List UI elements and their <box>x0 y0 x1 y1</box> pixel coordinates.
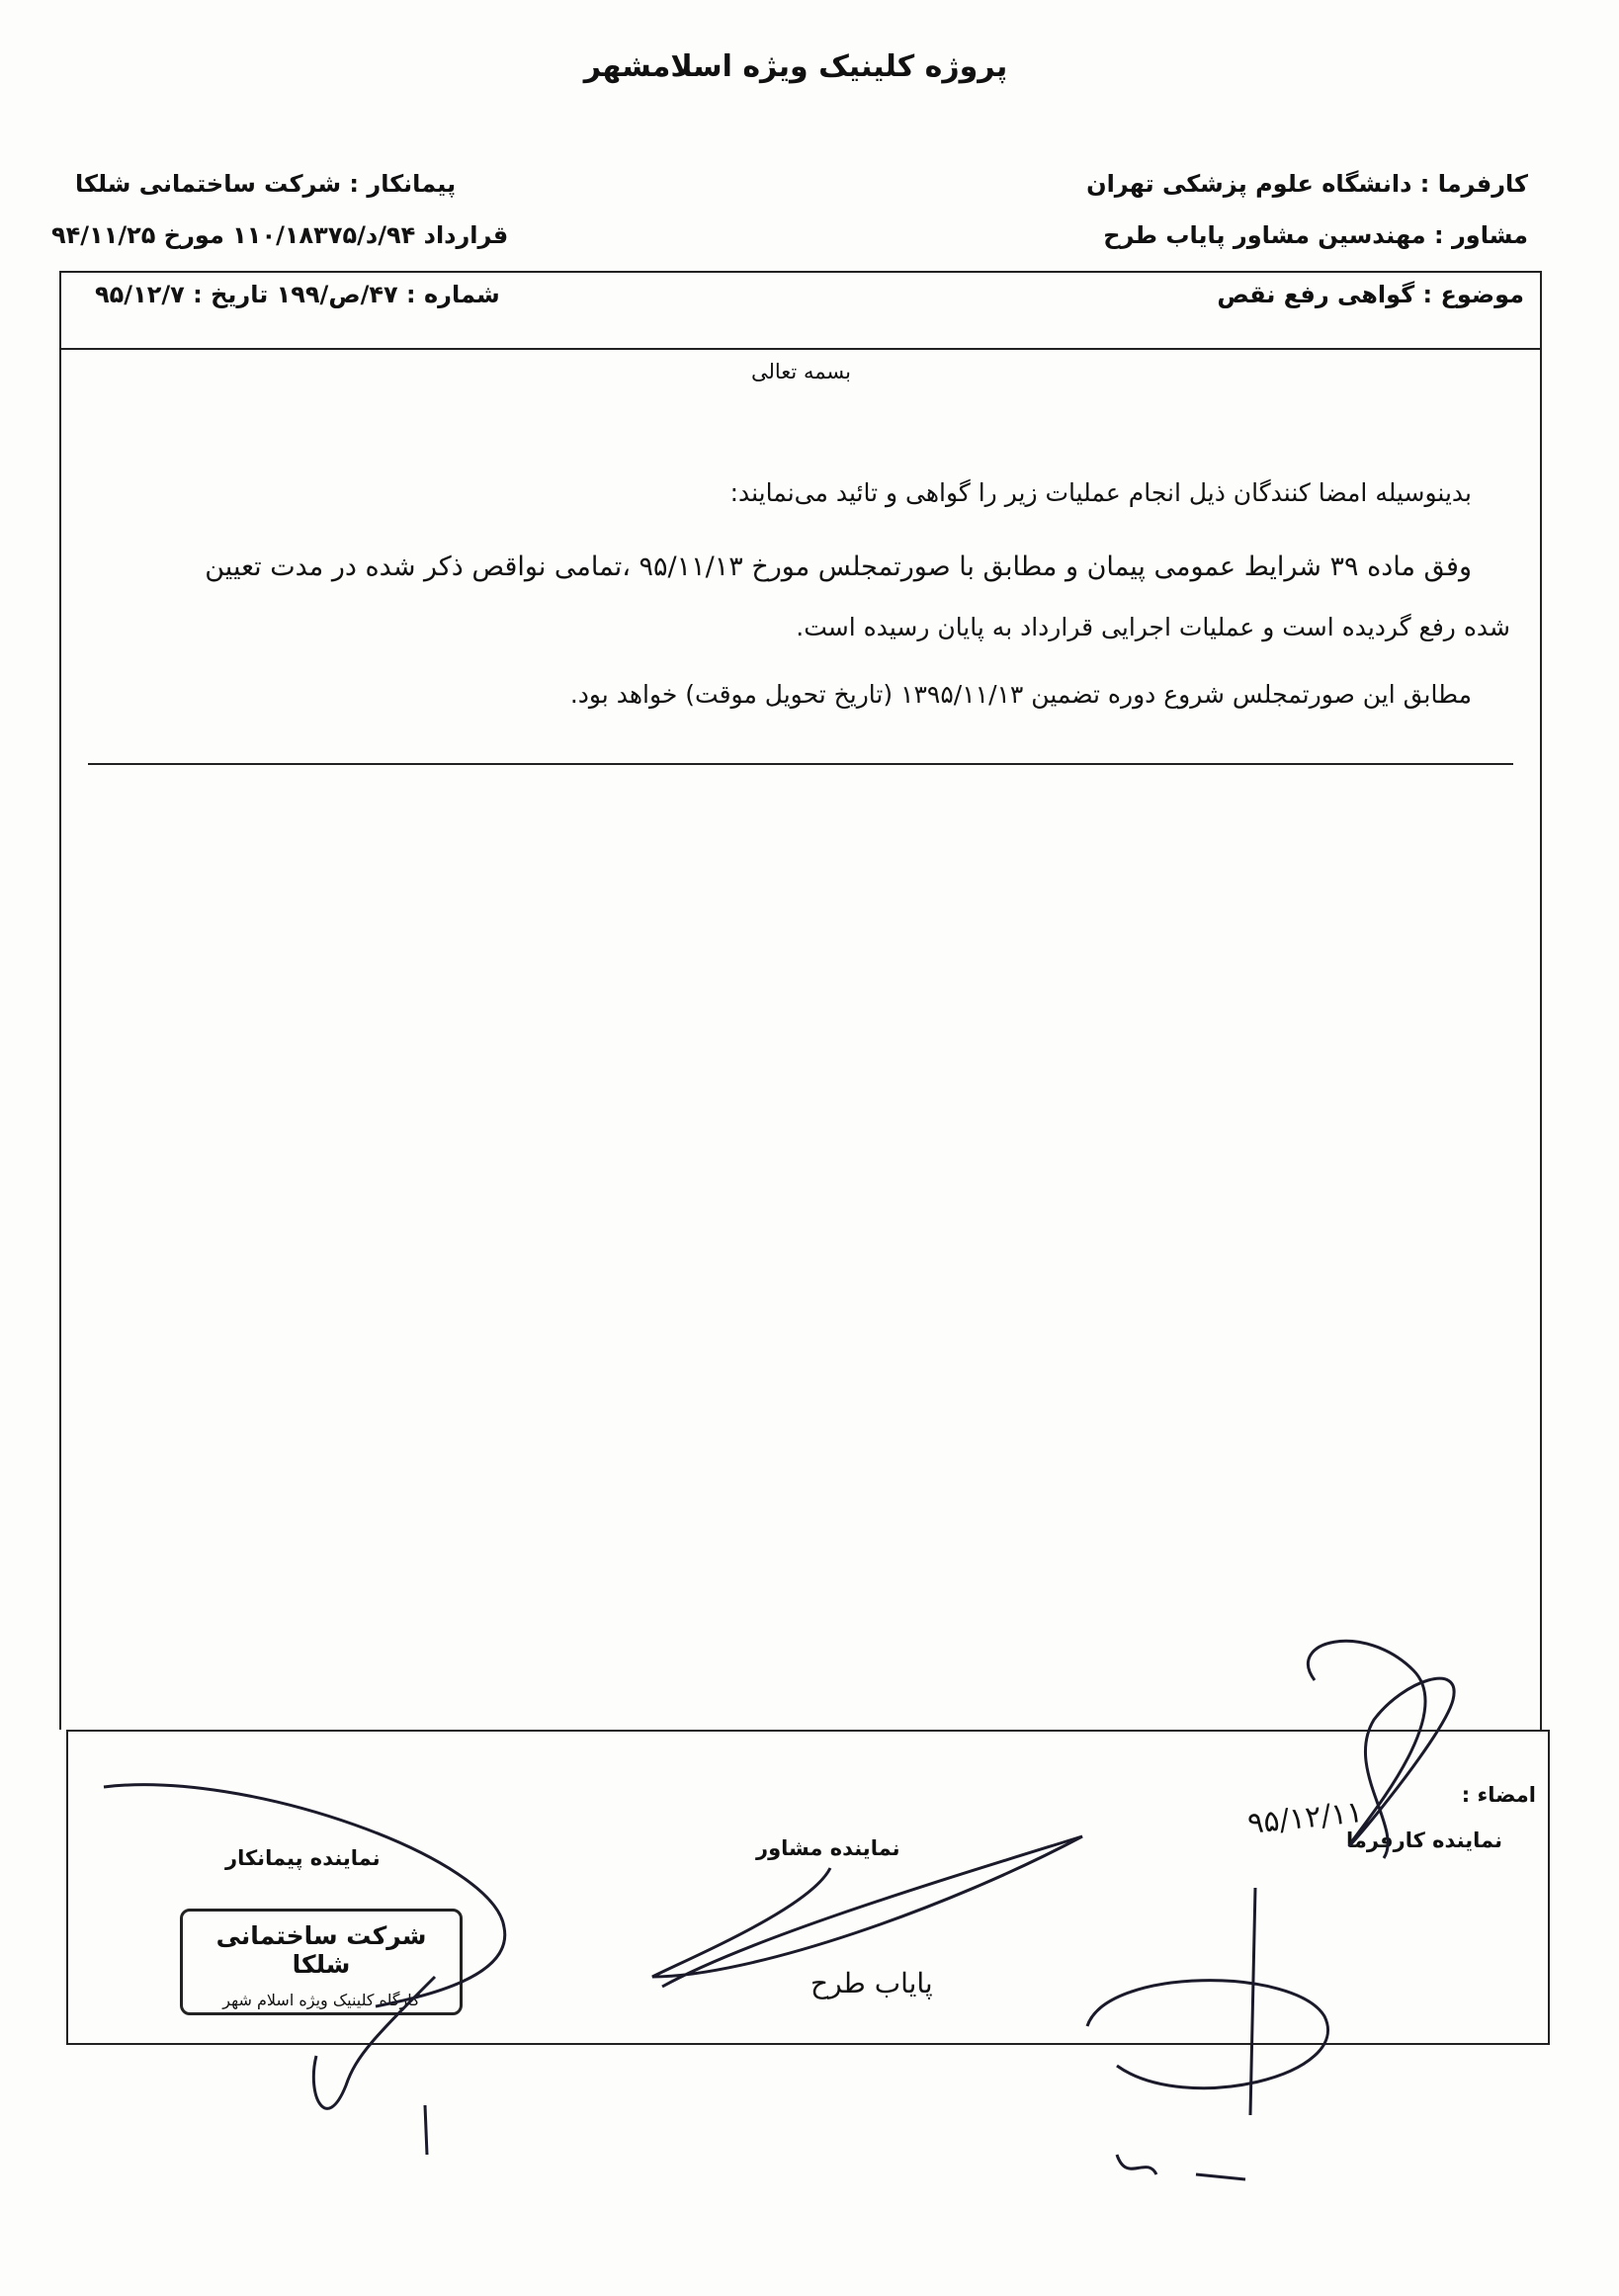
stamp-site: کارگاه کلینیک ویژه اسلام شهر <box>222 1991 420 2009</box>
employer-rep-label: نماینده کارفرما <box>1345 1828 1502 1852</box>
paragraph-main-line1: وفق ماده ۳۹ شرایط عمومی پیمان و مطابق با صورتمجلس مورخ ۹۵/۱۱/۱۳ ،تمامی نواقص ذکر شده در مدت تعیین <box>205 552 1472 582</box>
invocation: بسمه تعالی <box>751 360 851 383</box>
employer-signature <box>1308 1641 1454 1858</box>
paragraph-warranty: مطابق این صورتمجلس شروع دوره تضمین ۱۳۹۵/۱۱/۱۳ (تاریخ تحویل موقت) خواهد بود. <box>569 680 1472 709</box>
employer-signature-2 <box>1087 1888 1328 2179</box>
contract-line: قرارداد ۹۴/د/۱۱۰/۱۸۳۷۵ مورخ ۹۴/۱۱/۲۵ <box>51 221 509 249</box>
subject-line: موضوع : گواهی رفع نقص <box>1217 281 1524 308</box>
employer-line: کارفرما : دانشگاه علوم پزشکی تهران <box>1086 170 1528 198</box>
paragraph-intro: بدینوسیله امضا کنندگان ذیل انجام عملیات زیر را گواهی و تائید می‌نمایند: <box>729 478 1472 507</box>
consultant-signature <box>652 1836 1082 1987</box>
signatures-label: امضاء : <box>1461 1783 1536 1807</box>
number-date-line: شماره : ۴۷/ص/۱۹۹ تاریخ : ۹۵/۱۲/۷ <box>95 281 500 308</box>
contractor-line: پیمانکار : شرکت ساختمانی شلکا <box>75 170 457 198</box>
contractor-rep-label: نماینده پیمانکار <box>225 1846 381 1870</box>
consultant-rep-label: نماینده مشاور <box>756 1836 900 1860</box>
stamp-company: شرکت ساختمانی شلکا <box>215 1921 427 1979</box>
consultant-line: مشاور : مهندسین مشاور پایاب طرح <box>1103 221 1528 249</box>
contractor-signature <box>104 1785 505 2155</box>
document-title: پروژه کلینیک ویژه اسلامشهر <box>583 49 1008 84</box>
consultant-handwritten-note: پایاب طرح <box>810 1967 933 1999</box>
paragraph-main-line2: شده رفع گردیده است و عملیات اجرایی قرارداد به پایان رسیده است. <box>796 613 1510 641</box>
handwritten-date: ۹۵/۱۲/۱۱ <box>1245 1794 1365 1842</box>
